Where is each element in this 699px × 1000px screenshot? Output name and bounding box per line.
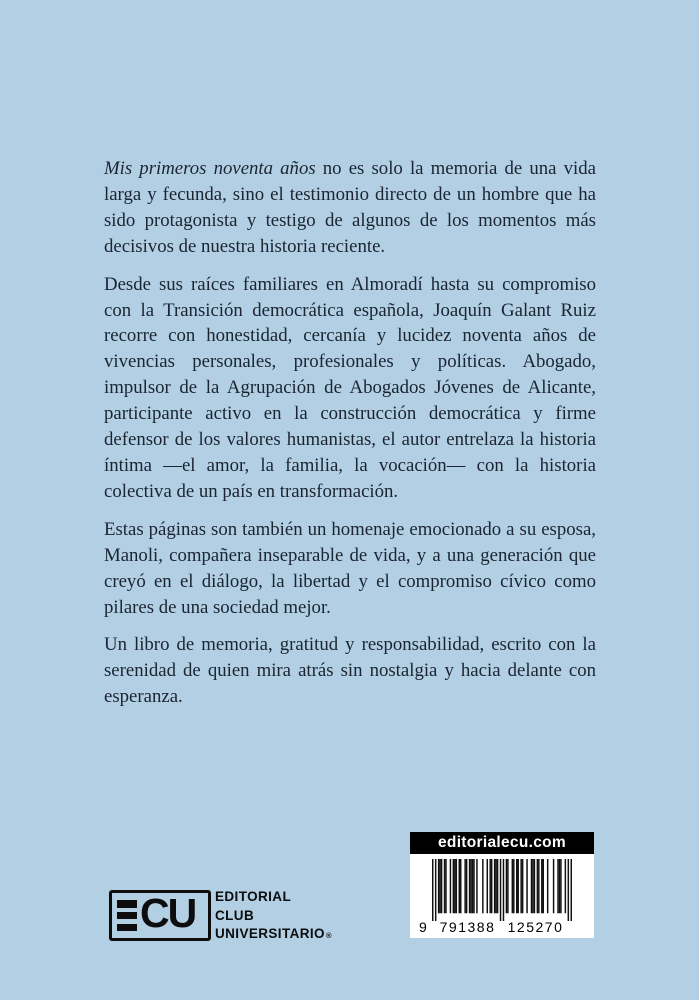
publisher-website: editorialecu.com bbox=[410, 832, 594, 854]
barcode-digits-right: 125270 bbox=[507, 919, 564, 935]
paragraph-text: Estas páginas son también un homenaje emocionado a su esposa, Manoli, compañera inseparable de vida, y a una generación que creyó en el diálogo, la libertad y el compromiso cívico como pilares de una sociedad mejor. bbox=[104, 518, 596, 618]
book-title-italic: Mis primeros noventa años bbox=[104, 158, 316, 179]
synopsis-paragraph bbox=[104, 517, 596, 621]
barcode-digits-left: 791388 bbox=[439, 919, 496, 935]
publisher-name-line: CLUB bbox=[215, 907, 255, 923]
synopsis-paragraph bbox=[104, 632, 596, 710]
barcode-label bbox=[410, 832, 594, 938]
publisher-name bbox=[215, 888, 332, 946]
ecu-logo-e-icon bbox=[117, 900, 137, 931]
barcode-digit-prefix: 9 bbox=[419, 919, 427, 935]
registered-mark-icon: ® bbox=[325, 931, 332, 941]
paragraph-text: Desde sus raíces familiares en Almoradí hasta su compromiso con la Transición democrática española, Joaquín Galant Ruiz recorre con honestidad, cercanía y lucidez noventa años de vivencias personales, profesionales y políticas. Abogado, impulsor de la Agrupación de Abogados Jóvenes de Alicante, participante activo en la construcción democrática y firme defensor de los valores humanistas, el autor entrelaza la historia íntima —el amor, la familia, la vocación— con la historia colectiva de un país en transformación. bbox=[104, 273, 596, 502]
ecu-logo-cu: CU bbox=[140, 890, 196, 936]
publisher-name-line: UNIVERSITARIO bbox=[215, 926, 325, 942]
synopsis-paragraph bbox=[104, 156, 596, 260]
publisher-name-line bbox=[215, 925, 332, 946]
synopsis-paragraph bbox=[104, 272, 596, 505]
barcode-bars-icon bbox=[432, 859, 572, 921]
publisher-name-line: EDITORIAL bbox=[215, 889, 292, 904]
ecu-logo-box bbox=[109, 890, 211, 941]
paragraph-text: no es solo la memoria de una vida larga y fecunda, sino el testimonio directo de un hombre que ha sido protagonista y testigo de algunos de los momentos más decisivos de nuestra historia reciente. bbox=[104, 158, 596, 257]
barcode-digits bbox=[410, 920, 594, 935]
synopsis-text bbox=[104, 156, 596, 722]
paragraph-text: Un libro de memoria, gratitud y responsabilidad, escrito con la serenidad de quien mira atrás sin nostalgia y hacia delante con esperanza. bbox=[104, 634, 596, 708]
barcode-body bbox=[410, 854, 594, 938]
